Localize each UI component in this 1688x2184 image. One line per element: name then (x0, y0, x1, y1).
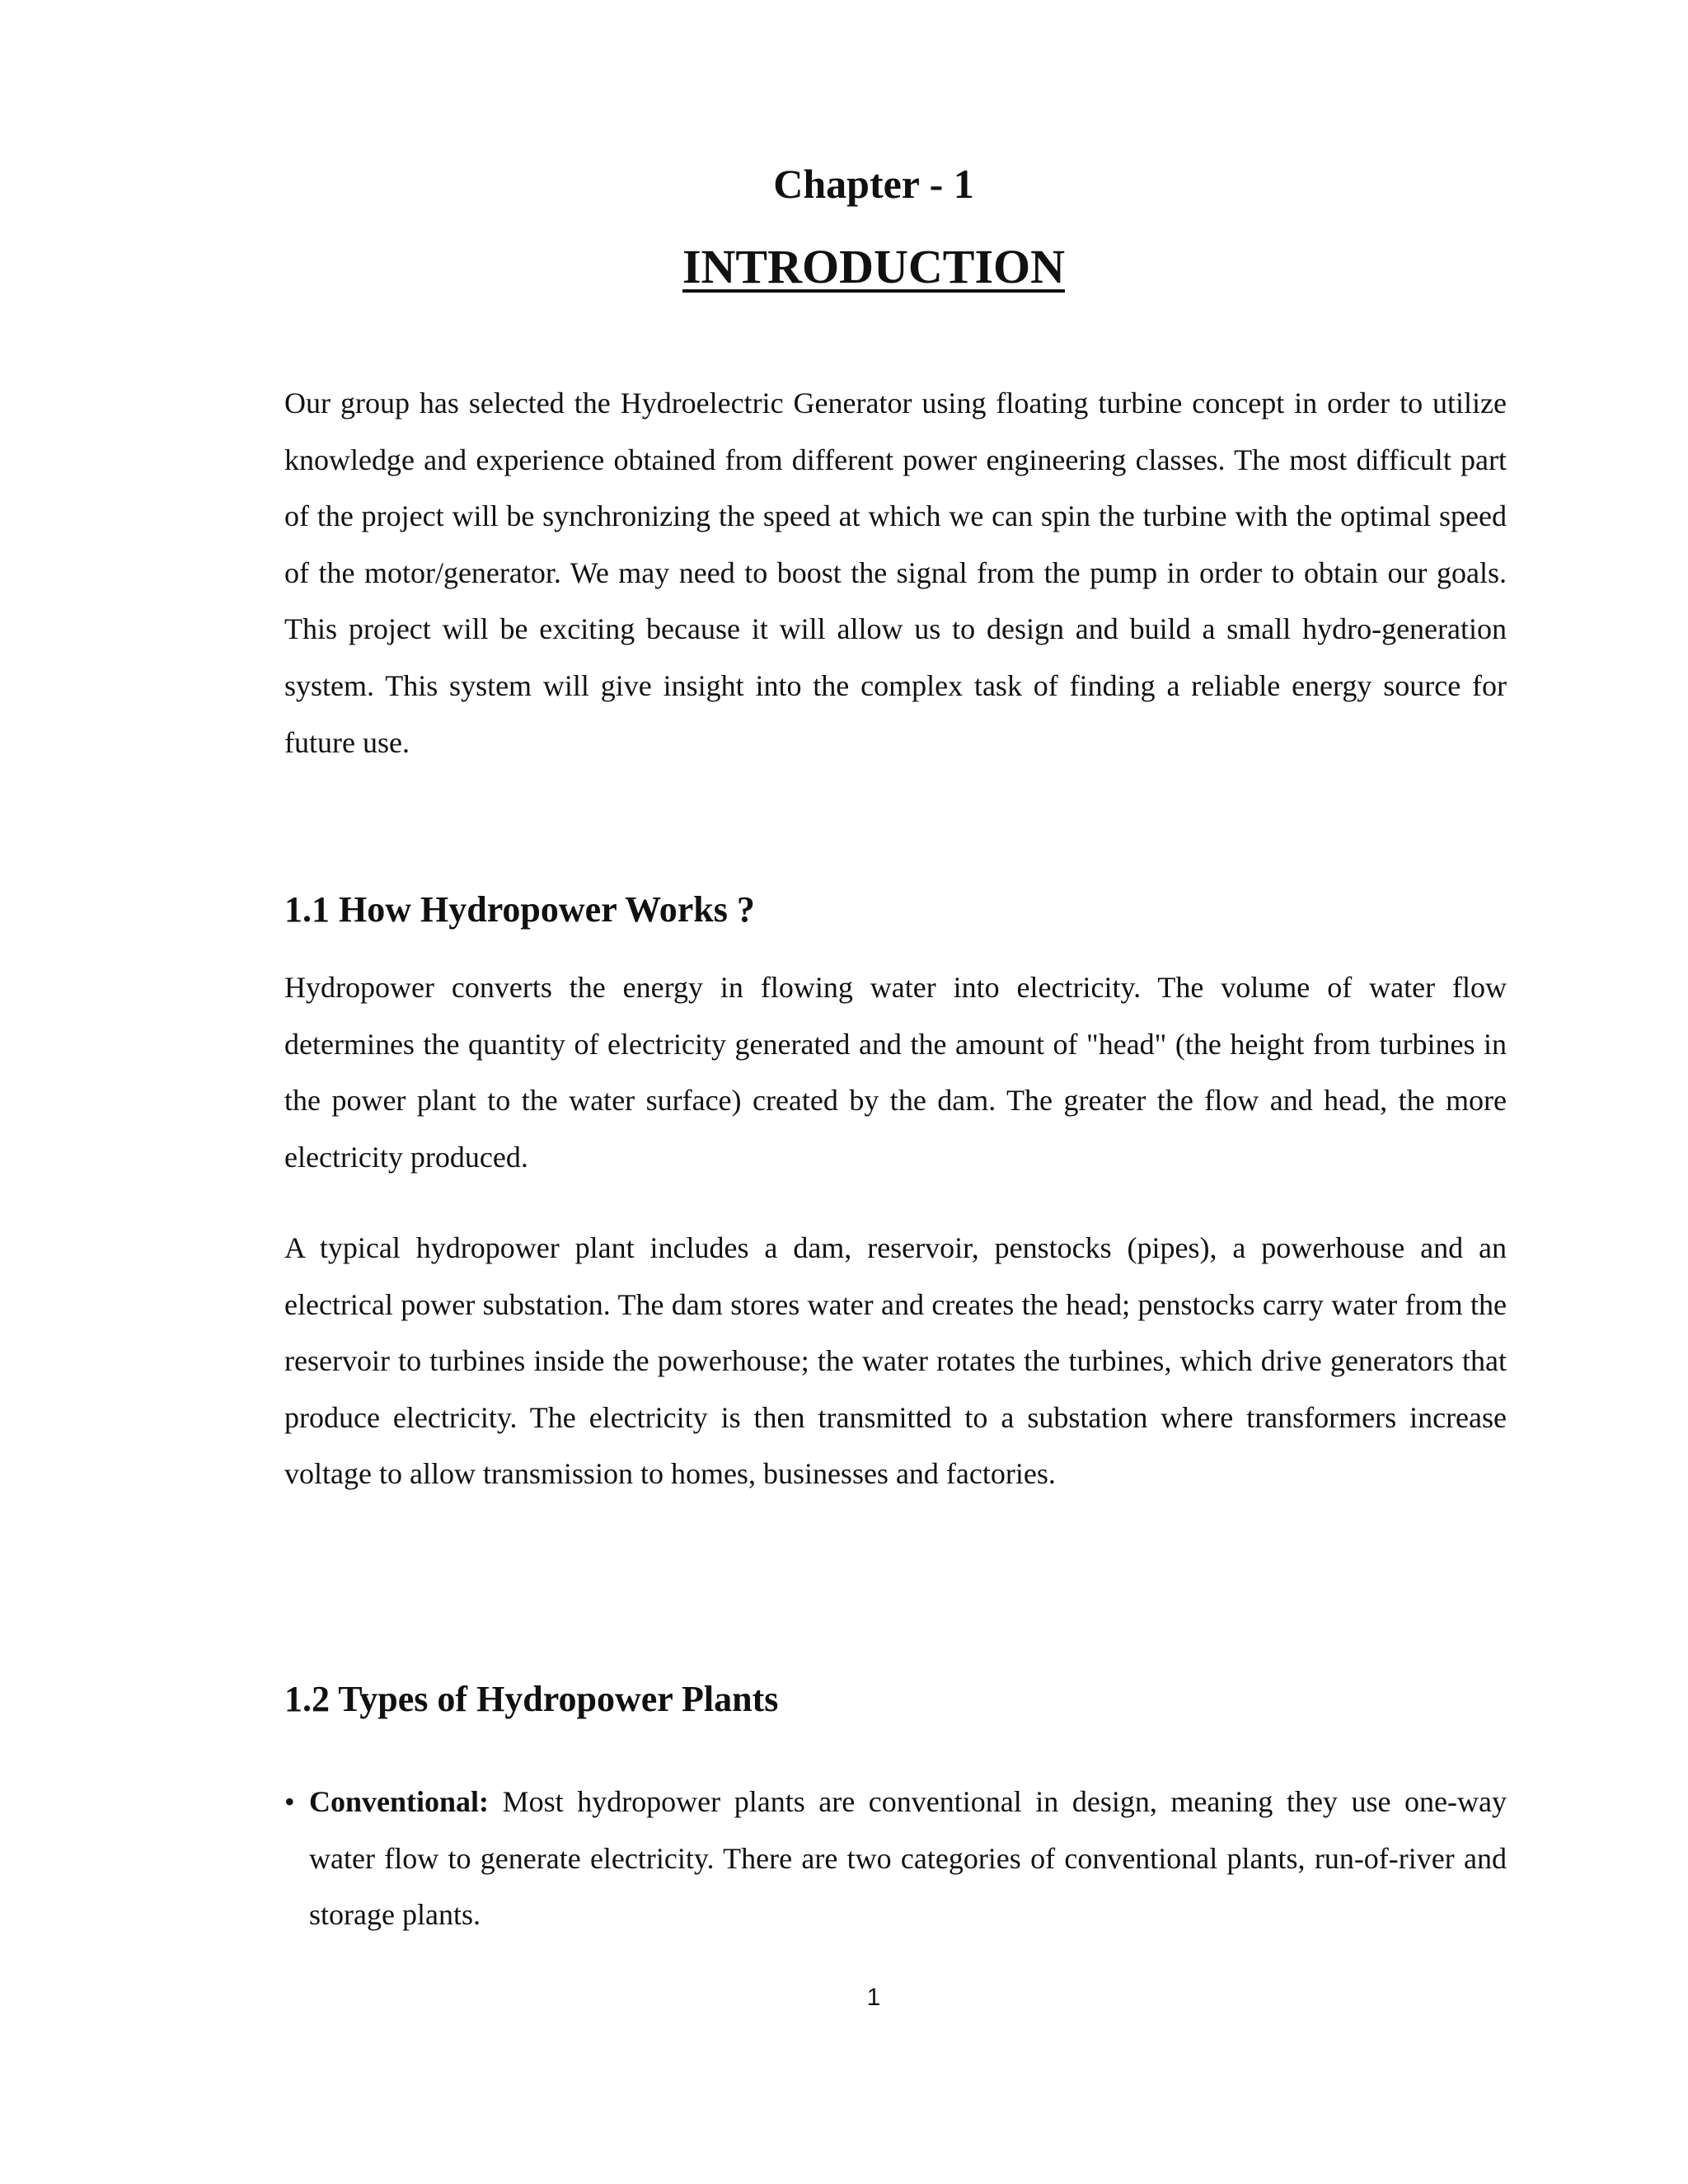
chapter-label: Chapter - 1 (773, 161, 974, 207)
bullet-label: Conventional: (309, 1785, 490, 1818)
bullet-text (309, 1774, 1507, 1943)
bullet-icon: • (284, 1785, 295, 1818)
section-heading-1-2: 1.2 Types of Hydropower Plants (284, 1679, 779, 1719)
page-number: 1 (866, 1984, 881, 2011)
section-1-1-paragraph-2: A typical hydropower plant includes a dam, reservoir, penstocks (pipes), a powerhouse and an electrical power substation. The dam stores water and creates the head; penstocks carry water from the reservoir to turbines inside the powerhouse; the water rotates the turbines, which drive generators that produce electricity. The electricity is then transmitted to a substation where transformers increase voltage to allow transmission to homes, businesses and factories. (284, 1231, 1507, 1491)
chapter-title (0, 234, 1688, 300)
chapter-title-text: INTRODUCTION (682, 240, 1066, 293)
intro-paragraph: Our group has selected the Hydroelectric Generator using floating turbine concept in order to utilize knowledge and experience obtained from different power engineering classes. The most difficult part of the project will be synchronizing the speed at which we can spin the turbine with the optimal speed of the motor/generator. We may need to boost the signal from the pump in order to obtain our goals. This project will be exciting because it will allow us to design and build a small hydro-generation system. This system will give insight into the complex task of finding a reliable energy source for future use. (284, 387, 1507, 759)
section-1-1-paragraph-1: Hydropower converts the energy in flowing water into electricity. The volume of water flow determines the quantity of electricity generated and the amount of "head" (the height from turbines in the power plant to the water surface) created by the dam. The greater the flow and head, the more electricity produced. (284, 971, 1507, 1174)
bullet-body: Most hydropower plants are conventional in design, meaning they use one-way water flow to generate electricity. There are two categories of conventional plants, run-of-river and storage plants. (309, 1785, 1507, 1932)
section-heading-1-1: 1.1 How Hydropower Works ? (284, 889, 755, 930)
bullet-item-conventional (284, 1774, 1507, 1943)
